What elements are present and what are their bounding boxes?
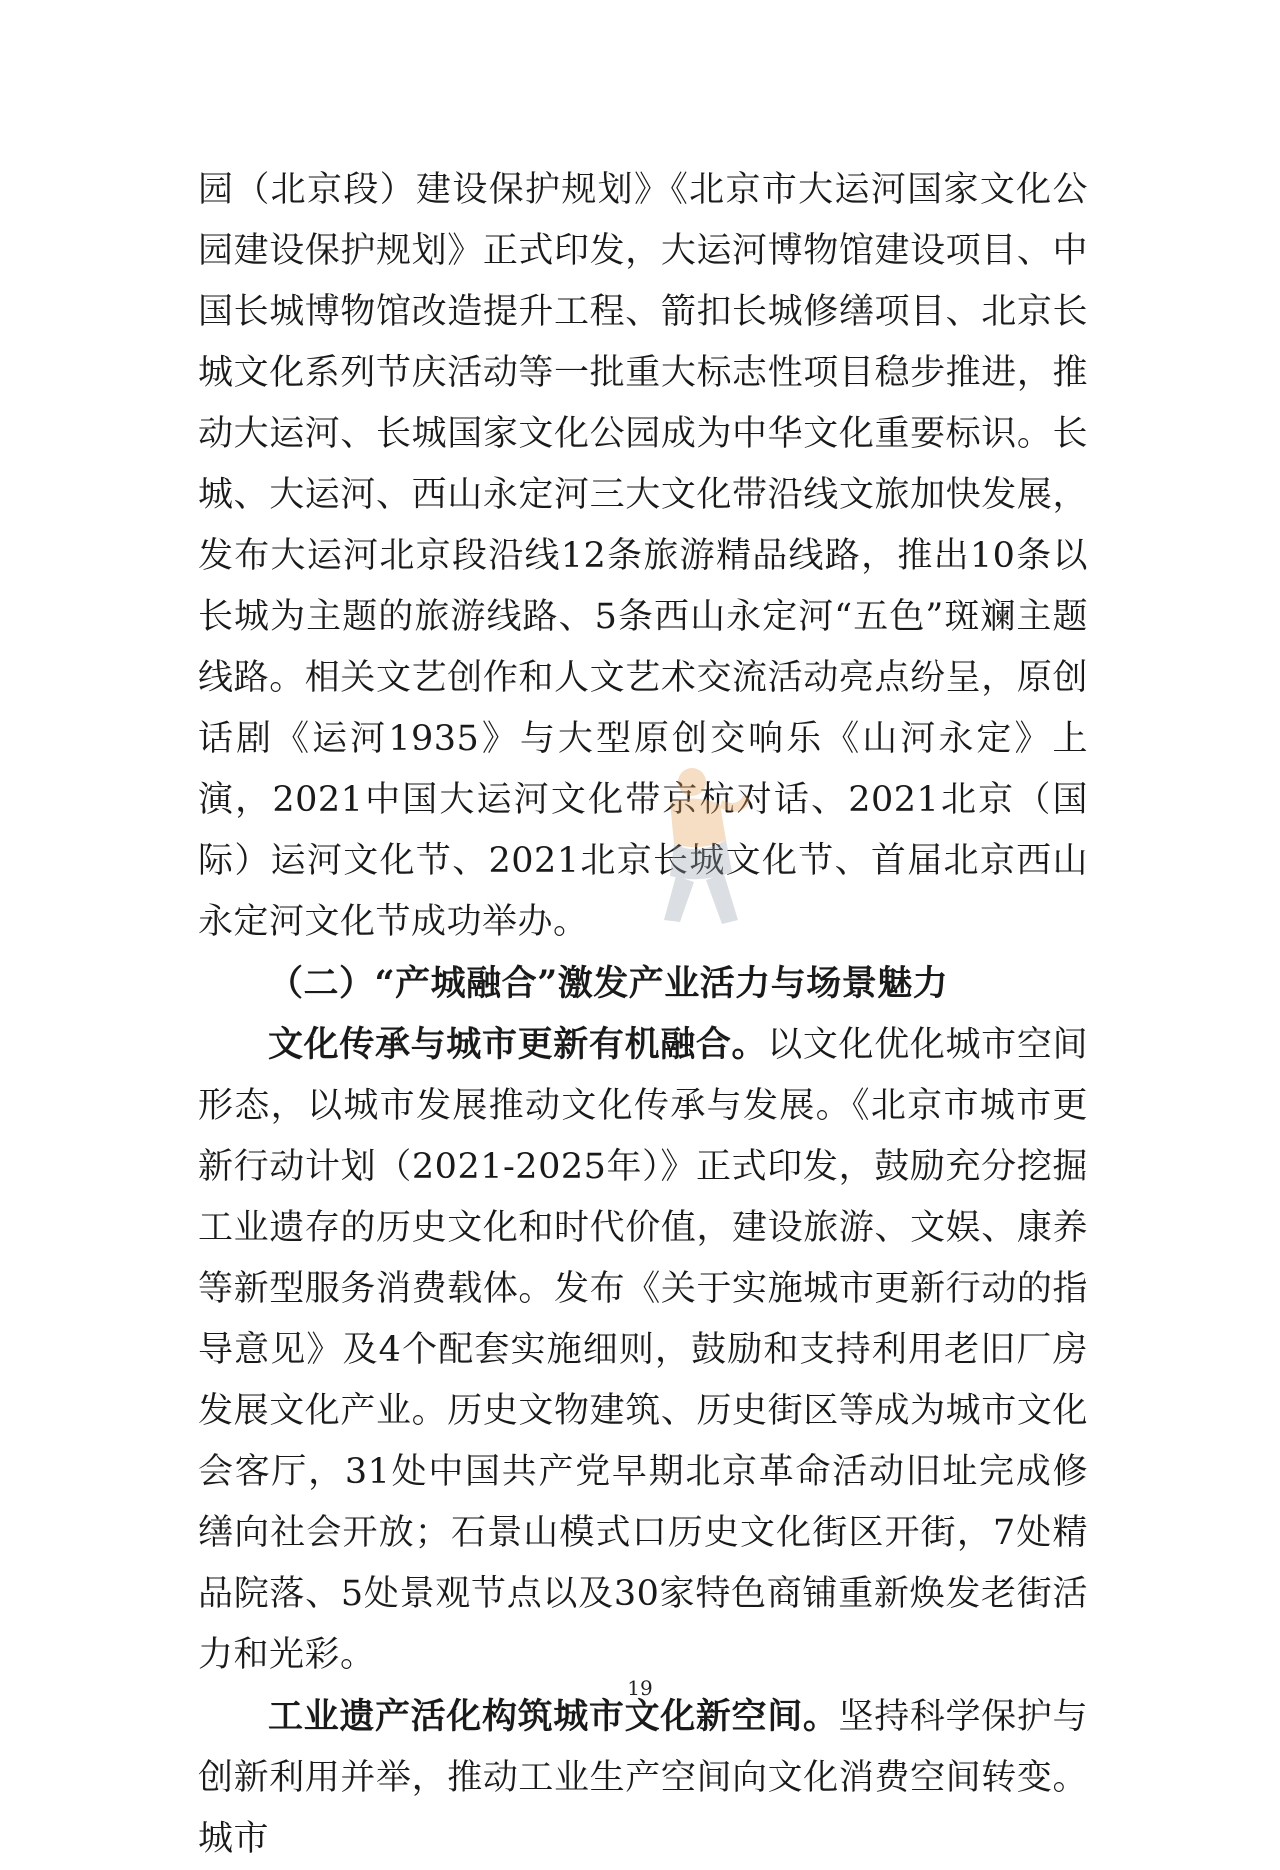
text-column [198,160,1088,1870]
paragraph-industrial-heritage [198,1686,1088,1870]
paragraph-urban-renewal [198,1014,1088,1686]
paragraph-lead: 工业遗产活化构筑城市文化新空间。 [268,1696,839,1737]
page-number: 19 [627,1676,653,1700]
section-heading: （二）“产城融合”激发产业活力与场景魅力 [268,963,949,1004]
paragraph-body: 以文化优化城市空间形态，以城市发展推动文化传承与发展。《北京市城市更新行动计划（2021-2025年）》正式印发，鼓励充分挖掘工业遗存的历史文化和时代价值，建设旅游、文娱、康养等新型服务消费载体。发布《关于实施城市更新行动的指导意见》及4个配套实施细则，鼓励和支持利用老旧厂房发展文化产业。历史文物建筑、历史街区等成为城市文化会客厅，31处中国共产党早期北京革命活动旧址完成修缮向社会开放；石景山模式口历史文化街区开街，7处精品院落、5处景观节点以及30家特色商铺重新焕发老街活力和光彩。 [198,1025,1088,1675]
paragraph-continued: 园（北京段）建设保护规划》《北京市大运河国家文化公园建设保护规划》正式印发，大运河博物馆建设项目、中国长城博物馆改造提升工程、箭扣长城修缮项目、北京长城文化系列节庆活动等一批重大标志性项目稳步推进，推动大运河、长城国家文化公园成为中华文化重要标识。长城、大运河、西山永定河三大文化带沿线文旅加快发展，发布大运河北京段沿线12条旅游精品线路，推出10条以长城为主题的旅游线路、5条西山永定河“五色”斑斓主题线路。相关文艺创作和人文艺术交流活动亮点纷呈，原创话剧《运河1935》与大型原创交响乐《山河永定》上演，2021中国大运河文化带京杭对话、2021北京（国际）运河文化节、2021北京长城文化节、首届北京西山永定河文化节成功举办。 [198,170,1088,942]
paragraph-lead: 文化传承与城市更新有机融合。 [268,1024,768,1065]
paragraph-body: 坚持科学保护与创新利用并举，推动工业生产空间向文化消费空间转变。城市 [198,1697,1088,1859]
watermark-figure-icon [640,760,760,930]
